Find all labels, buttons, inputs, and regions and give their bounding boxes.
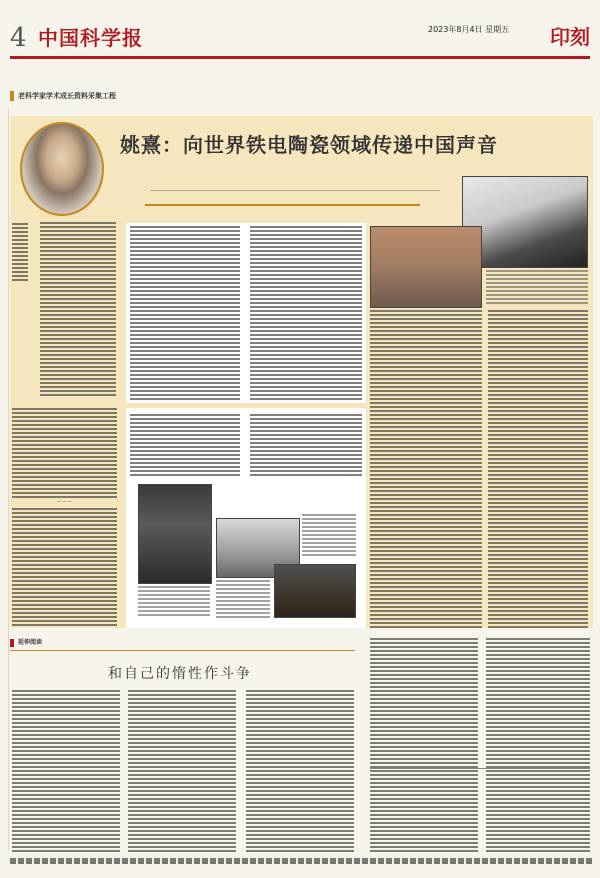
essay-section-label: 延伸阅读 [18,639,43,646]
article-col-4 [488,310,588,628]
sidebar-text [40,222,116,397]
article-col-5 [12,408,117,498]
essay-col-4 [370,638,478,852]
sidebar-label [12,223,28,281]
article-col-6 [12,508,117,626]
paper-name: 中国科学报 [38,26,143,50]
article-col-7 [130,414,240,476]
issue-date: 2023年8月4日 星期五 [428,25,510,34]
essay-divider [370,768,590,769]
ceremony-photo [274,564,356,618]
article-col-2 [250,226,362,401]
photo-caption-1 [486,270,588,304]
essay-title: 和自己的惰性作斗争 [108,666,252,682]
feature-headline: 姚熹：向世界铁电陶瓷领域传递中国声音 [120,133,498,157]
essay-col-1 [12,690,120,852]
masthead [10,22,595,54]
page-number: 4 [10,23,27,53]
deck-rule [145,204,420,206]
section-name: 印刻 [550,25,590,49]
footer-strip [10,858,593,864]
essay-rule [10,650,355,651]
campus-photo [370,226,482,308]
photo-caption-4 [216,580,270,618]
award-photo [138,484,212,584]
photo-caption-2 [302,514,356,558]
essay-col-2 [128,690,236,852]
essay-col-5 [486,638,590,852]
series-marker [10,91,14,101]
deck-text [150,190,440,191]
page-fold [8,110,9,850]
article-col-1 [130,226,240,401]
photo-caption-3 [138,586,210,618]
series-banner [10,89,245,103]
essay-col-3 [246,690,354,852]
essay-tag-marker [10,639,14,647]
series-label: 老科学家学术成长资料采集工程 [18,92,116,100]
subhead-1: — — — [57,499,72,504]
article-col-8 [250,414,362,476]
article-col-3 [370,310,482,628]
portrait-photo [20,122,104,216]
masthead-rule [10,56,590,59]
